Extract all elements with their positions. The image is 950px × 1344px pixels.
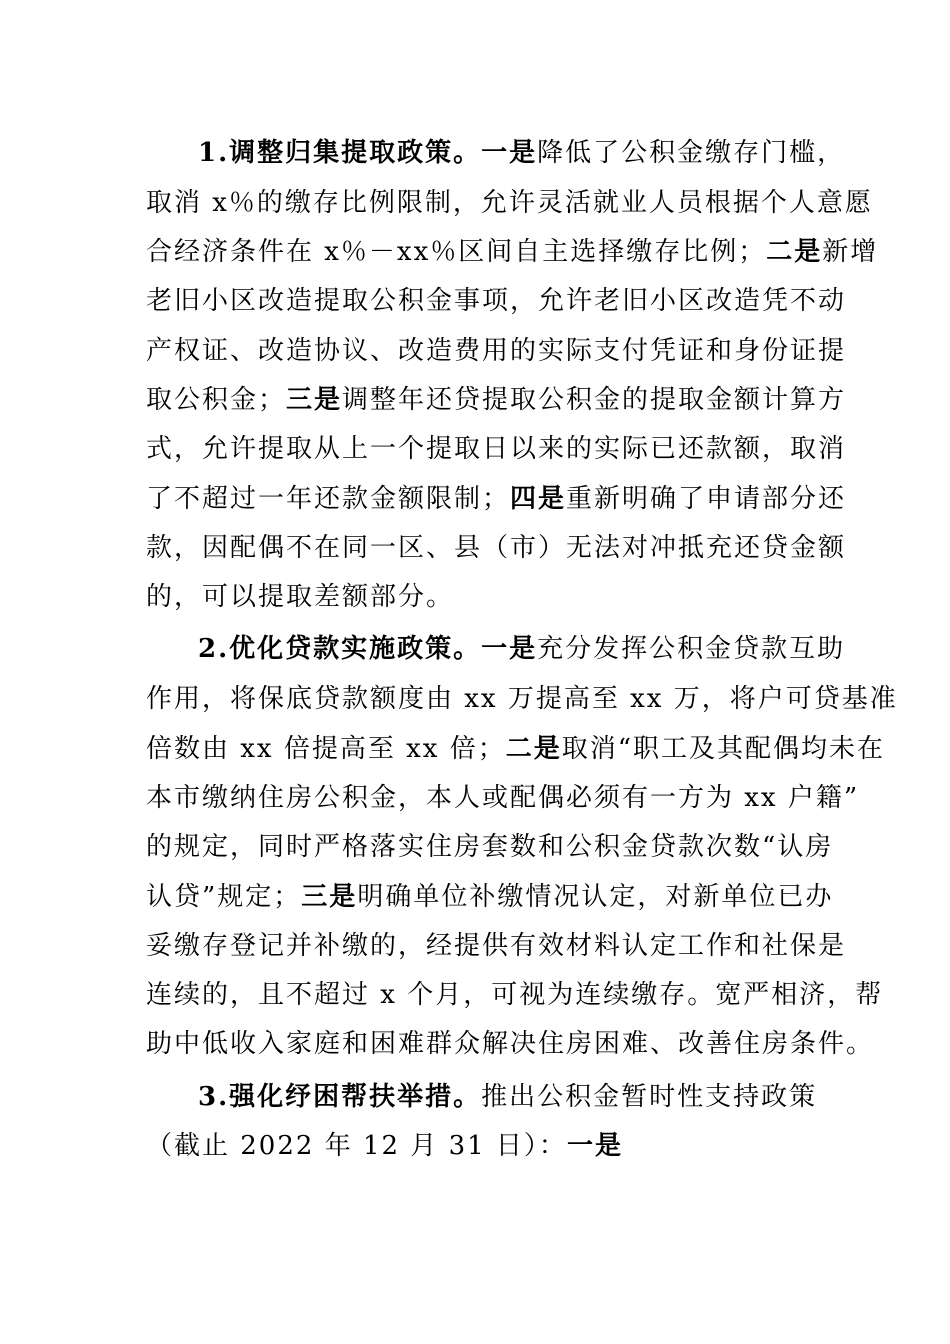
paragraph-2-line-3: 倍数由 xx 倍提高至 xx 倍；二是取消“职工及其配偶均未在 (146, 734, 886, 764)
paragraph-1-line-1: 1.调整归集提取政策。一是降低了公积金缴存门槛， (198, 138, 846, 168)
paragraph-2-line-6: 认贷”规定；三是明确单位补缴情况认定，对新单位已办 (146, 882, 834, 912)
paragraph-1-line-9: 款，因配偶不在同一区、县（市）无法对冲抵充还贷金额 (146, 533, 847, 563)
paragraph-2-line-5: 的规定，同时严格落实住房套数和公积金贷款次数“认房 (146, 832, 834, 862)
paragraph-3-line-1: 3.强化纾困帮扶举措。推出公积金暂时性支持政策 (198, 1082, 818, 1112)
paragraph-1-line-3: 合经济条件在 x％－xx％区间自主选择缴存比例；二是新增 (146, 237, 879, 267)
paragraph-2-line-9: 助中低收入家庭和困难群众解决住房困难、改善住房条件。 (146, 1029, 875, 1059)
paragraph-2-line-7: 妥缴存登记并补缴的，经提供有效材料认定工作和社保是 (146, 931, 847, 961)
paragraph-2-line-2: 作用，将保底贷款额度由 xx 万提高至 xx 万，将户可贷基准 (146, 684, 898, 714)
paragraph-1-line-8: 了不超过一年还款金额限制；四是重新明确了申请部分还 (146, 484, 847, 514)
paragraph-3-line-2: （截止 2022 年 12 月 31 日）：一是 (146, 1131, 623, 1161)
paragraph-2-line-1: 2.优化贷款实施政策。一是充分发挥公积金贷款互助 (198, 634, 846, 664)
section-3-heading: 3.强化纾困帮扶举措。 (198, 1082, 482, 1112)
section-2-heading: 2.优化贷款实施政策。 (198, 634, 482, 664)
paragraph-1-line-5: 产权证、改造协议、改造费用的实际支付凭证和身份证提 (146, 336, 847, 366)
paragraph-1-line-6: 取公积金；三是调整年还贷提取公积金的提取金额计算方 (146, 385, 847, 415)
section-1-heading: 1.调整归集提取政策。 (198, 138, 482, 168)
paragraph-1-line-2: 取消 x％的缴存比例限制，允许灵活就业人员根据个人意愿 (146, 188, 873, 218)
paragraph-2-line-8: 连续的，且不超过 x 个月，可视为连续缴存。宽严相济，帮 (146, 980, 884, 1010)
paragraph-1-line-4: 老旧小区改造提取公积金事项，允许老旧小区改造凭不动 (146, 286, 847, 316)
paragraph-1-line-7: 式，允许提取从上一个提取日以来的实际已还款额，取消 (146, 434, 847, 464)
paragraph-1-line-10: 的，可以提取差额部分。 (146, 582, 455, 612)
paragraph-2-line-4: 本市缴纳住房公积金，本人或配偶必须有一方为 xx 户籍” (146, 783, 860, 813)
